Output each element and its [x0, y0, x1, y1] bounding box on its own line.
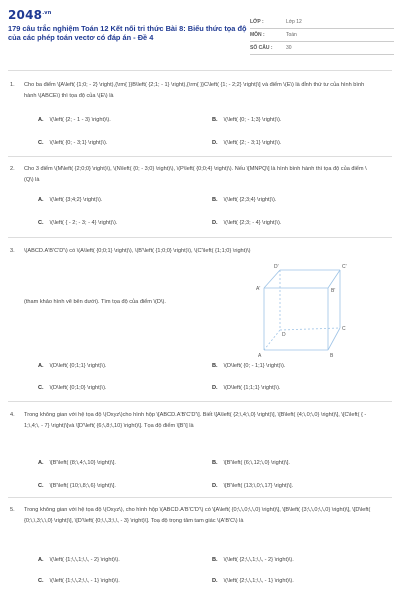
option-text: \(\left( {2;3; - 4} \right)\). [223, 220, 282, 226]
option-label: B. [212, 117, 218, 123]
option-a[interactable] [38, 117, 111, 123]
option-text: \[B'\left( {13;\,0;\,17} \right)\]. [223, 483, 294, 489]
site-logo[interactable] [8, 8, 52, 22]
question-number: 4. [10, 412, 15, 418]
option-a[interactable] [38, 363, 107, 369]
option-d[interactable] [212, 220, 281, 226]
option-label: C. [38, 220, 44, 226]
option-d[interactable] [212, 483, 293, 489]
cube-hidden-edge [280, 328, 340, 330]
option-label: B. [212, 197, 218, 203]
option-label: A. [38, 197, 44, 203]
cube-edge [264, 270, 280, 288]
logo-text: 2048 [8, 8, 43, 22]
meta-row-class [250, 16, 394, 29]
option-d[interactable] [212, 140, 281, 146]
question-text: Cho ba điểm \[A\left( {1;0; - 2} \right),{\rm{ }}B\left( {2;1; - 1} \right),{\rm{ }}C\left( {1; - 2;2} \right)\] và điểm \(E\) là đỉnh thứ tư của hình bình hành \(ABCE\) thì tọa độ của \(E\) là [24, 82, 365, 99]
question-3 [10, 246, 376, 257]
option-label: D. [212, 385, 218, 391]
option-text: \(D\left( {1;1;1} \right)\). [223, 385, 281, 391]
meta-value: 30 [286, 45, 292, 51]
label-b-prime: B' [331, 288, 336, 294]
option-text: \[B'\left( {8;\,4;\,10} \right)\]. [49, 460, 116, 466]
option-label: D. [212, 220, 218, 226]
option-b[interactable] [212, 197, 276, 203]
option-a[interactable] [38, 197, 102, 203]
option-label: B. [212, 363, 218, 369]
divider [8, 70, 392, 71]
meta-row-subject [250, 29, 394, 42]
question-2 [10, 164, 376, 186]
option-label: C. [38, 385, 44, 391]
option-text: \[B'\left( {6;\,12;\,0} \right)\]. [223, 460, 290, 466]
option-d[interactable] [212, 385, 281, 391]
logo-suffix: .vn [42, 10, 52, 16]
meta-key: SỐ CÂU : [250, 45, 273, 51]
option-b[interactable] [212, 117, 281, 123]
option-c[interactable] [38, 483, 116, 489]
label-c: C [342, 326, 346, 332]
cube-figure [236, 258, 356, 368]
question-text: Trong không gian với hệ tọa độ \(Oxyz\)cho hình hộp \[ABCD.A'B'C'D'\]. Biết \[A\left( {2;\,4;\,0} \right)\], \[B\left( {4;\,0;\,0} \right)\], \[C\left( { - 1;\,4;\, - 7} \right)\]và \[D'\left( {6;\,8;\,10} \right)\]. Tọa độ điểm \[B'\] là [24, 412, 367, 429]
question-number: 5. [10, 507, 15, 513]
option-c[interactable] [38, 385, 107, 391]
option-text: \(\left( {2;\,\,1;\,\, - 2} \right)\). [223, 557, 294, 563]
quiz-title: 179 câu trắc nghiệm Toán 12 Kết nối tri thức Bài 8: Biểu thức tọa độ của các phép toán vectơ có đáp án - Đề 4 [8, 24, 247, 42]
divider [8, 237, 392, 238]
option-text: \(D\left( {0;1;0} \right)\). [49, 385, 107, 391]
label-a-prime: A' [256, 286, 261, 292]
option-c[interactable] [38, 578, 120, 584]
option-text: \[B'\left( {10;\,8;\,6} \right)\]. [49, 483, 116, 489]
label-d-prime: D' [274, 264, 279, 270]
option-text: \(D\left( {0;1;1} \right)\). [49, 363, 107, 369]
question-5 [10, 505, 376, 527]
option-b[interactable] [212, 557, 294, 563]
meta-key: MÔN : [250, 32, 265, 38]
option-c[interactable] [38, 140, 107, 146]
cube-hidden-edge [264, 330, 280, 350]
option-text: \(\left( {0; - 3;1} \right)\). [49, 140, 108, 146]
question-4 [10, 410, 376, 432]
question-number: 3. [10, 248, 15, 254]
meta-row-count [250, 42, 394, 55]
option-text: \(\left( {2;\,\,1;\,\, - 1} \right)\). [223, 578, 294, 584]
divider [8, 401, 392, 402]
option-label: B. [212, 557, 218, 563]
option-label: A. [38, 460, 44, 466]
option-d[interactable] [212, 578, 294, 584]
option-label: A. [38, 557, 44, 563]
question-text: Trong không gian với hệ tọa độ \(Oxyz\), cho hình hộp \(ABCD.A'B'C'D'\) có \[A\left( {0;\,\,0;\,\,0} \right)\], \[B\left( {3;\,\,0;\,\,0} \right)\], \[D\left( {0;\,\,3;\,\,0} \right)\], \[D'\left( {0;\,\,3;\,\, - 3} \right)\]. Toạ độ trọng tâm tam giác \(A'B'C\) là [24, 507, 371, 524]
option-label: A. [38, 363, 44, 369]
label-a: A [258, 353, 262, 359]
page-header [6, 8, 394, 64]
option-a[interactable] [38, 460, 116, 466]
meta-value: Lớp 12 [286, 19, 302, 25]
question-number: 1. [10, 82, 15, 88]
option-text: \(\left( {1;\,\,2;\,\, - 1} \right)\). [49, 578, 120, 584]
label-d: D [282, 332, 286, 338]
option-label: C. [38, 483, 44, 489]
option-text: \(\left( {2; - 3;1} \right)\). [223, 140, 282, 146]
label-b: B [330, 353, 334, 359]
cube-edge [328, 270, 340, 288]
option-text: \(\left( {3;4;2} \right)\). [49, 197, 103, 203]
cube-edge [328, 328, 340, 350]
option-b[interactable] [212, 363, 285, 369]
option-c[interactable] [38, 220, 117, 226]
option-text: \(\left( {2;3;4} \right)\). [223, 197, 277, 203]
option-label: C. [38, 140, 44, 146]
option-label: D. [212, 483, 218, 489]
divider [8, 497, 392, 498]
option-text: \(\left( {2; - 1 - 3} \right)\). [49, 117, 111, 123]
option-label: A. [38, 117, 44, 123]
meta-value: Toán [286, 32, 297, 38]
option-label: D. [212, 578, 218, 584]
option-a[interactable] [38, 557, 120, 563]
question-text: \(ABCD.A'B'C'D'\) có \(A\left( {0;0;1} \right)\), \(B'\left( {1;0;0} \right)\), \(C'\left( {1;1;0} \right)\) [24, 248, 251, 254]
option-label: D. [212, 140, 218, 146]
option-b[interactable] [212, 460, 290, 466]
divider [8, 156, 392, 157]
question-3-continued [24, 297, 224, 308]
option-text: \(\left( {1;\,\,1;\,\, - 2} \right)\). [49, 557, 120, 563]
option-text: \(\left( { - 2; - 3; - 4} \right)\). [49, 220, 118, 226]
question-1 [10, 80, 376, 102]
question-text-2: (tham khảo hình vẽ bên dưới). Tìm tọa độ của điểm \(D\). [24, 299, 166, 305]
quiz-meta-table [250, 16, 394, 55]
option-text: \(D\left( {0; - 1;1} \right)\). [223, 363, 286, 369]
option-text: \(\left( {0; - 1;3} \right)\). [223, 117, 282, 123]
option-label: C. [38, 578, 44, 584]
question-text: Cho 3 điểm \(M\left( {2;0;0} \right)\), \(N\left( {0; - 3;0} \right)\), \(P\left( {0;0;4} \right)\). Nếu \[MNPQ\] là hình bình hành thì tọa độ của điểm \(Q\) là [24, 166, 367, 183]
label-c-prime: C' [342, 264, 347, 270]
option-label: B. [212, 460, 218, 466]
question-number: 2. [10, 166, 15, 172]
meta-key: LỚP : [250, 19, 264, 25]
